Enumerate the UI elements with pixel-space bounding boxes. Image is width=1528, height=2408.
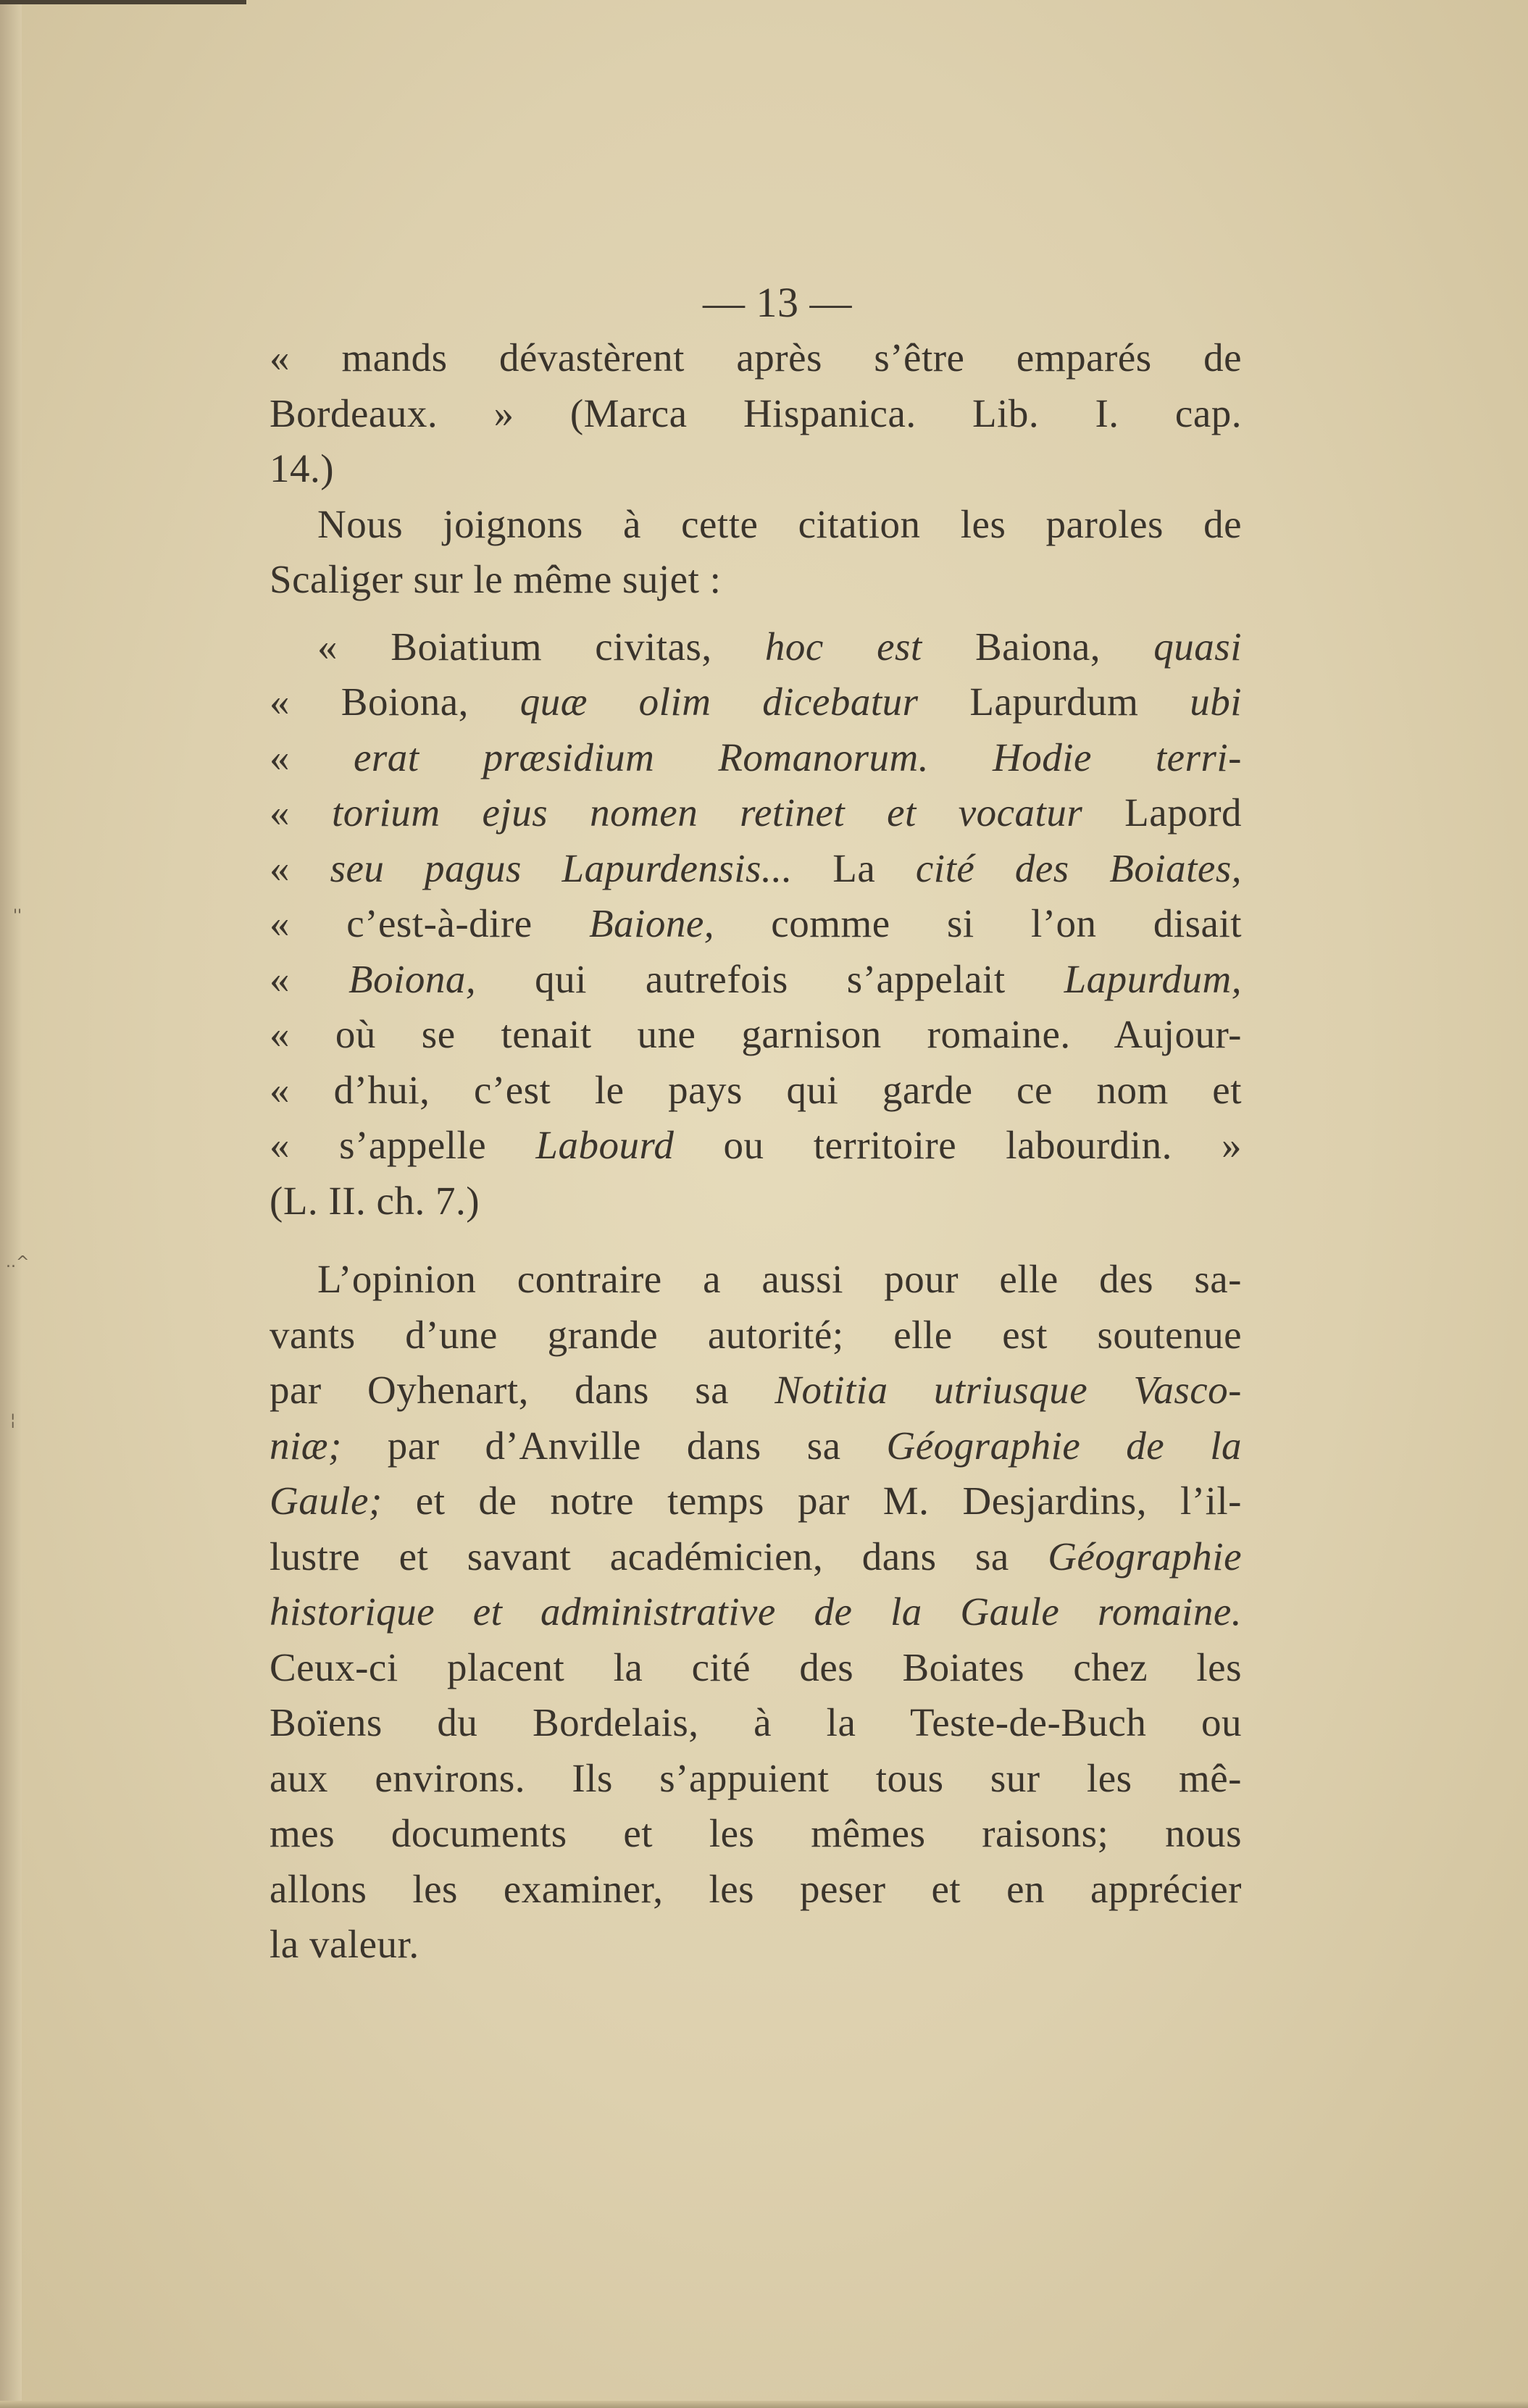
text-line: Nous joignons à cette citation les paroles de (317, 501, 1242, 546)
text-line: L’opinion contraire a aussi pour elle des sa- (317, 1257, 1242, 1301)
spacer (270, 608, 1242, 619)
quote-line: « Boiona, qui autrefois s’appelait Lapurdum, (270, 956, 1243, 1001)
text-line: « mands dévastèrent après s’être emparés de (270, 335, 1242, 380)
quote-line: « Boiatium civitas, hoc est Baiona, quasi (317, 624, 1242, 669)
quote-line: « où se tenait une garnison romaine. Aujour- (270, 1012, 1242, 1056)
page-top-edge (0, 0, 246, 4)
quote-line: « d’hui, c’est le pays qui garde ce nom et (270, 1067, 1242, 1112)
quote-line: « torium ejus nomen retinet et vocatur Lapord (270, 790, 1243, 835)
text-line: mes documents et les mêmes raisons; nous (270, 1811, 1242, 1855)
text-line: vants d’une grande autorité; elle est soutenue (270, 1312, 1242, 1357)
paragraph-contrary-opinion (270, 1252, 1242, 1973)
text-line: par Oyhenart, dans sa Notitia utriusque Vasco- (270, 1368, 1242, 1412)
spacer (270, 1229, 1242, 1252)
text-line: allons les examiner, les peser et en apprécier (270, 1866, 1242, 1911)
text-line: niæ; par d’Anville dans sa Géographie de la (270, 1423, 1242, 1468)
quote-line: « erat præsidium Romanorum. Hodie terri- (270, 735, 1242, 779)
page-text (270, 275, 1242, 1973)
scaliger-quotation (270, 619, 1242, 1229)
page-number: — 13 — (703, 279, 852, 326)
margin-mark: ¦ (10, 1411, 16, 1429)
quote-line: « seu pagus Lapurdensis... La cité des Boiates, (270, 845, 1242, 890)
quote-line: « c’est-à-dire Baione, comme si l’on disait (270, 901, 1243, 945)
text-line: aux environs. Ils s’appuient tous sur les mê- (270, 1755, 1242, 1800)
paragraph-intro-quote (270, 497, 1242, 608)
text-line: lustre et savant académicien, dans sa Géographie (270, 1534, 1242, 1579)
text-line: 14.) (270, 446, 335, 490)
margin-mark: '' (13, 907, 22, 925)
quote-line: « s’appelle Labourd ou territoire labourdin. » (270, 1123, 1243, 1167)
text-line: Ceux-ci placent la cité des Boiates chez les (270, 1644, 1242, 1689)
margin-mark: ..^ (6, 1253, 30, 1271)
page-bottom-edge (0, 2401, 1528, 2408)
text-line: Scaliger sur le même sujet : (270, 557, 722, 601)
paragraph-continuation (270, 330, 1242, 497)
text-line: Bordeaux. » (Marca Hispanica. Lib. I. cap. (270, 390, 1242, 435)
page-binding-edge (0, 0, 22, 2408)
text-line: la valeur. (270, 1922, 419, 1966)
text-line: Gaule; et de notre temps par M. Desjardins, l’il- (270, 1479, 1242, 1523)
quote-line: « Boiona, quæ olim dicebatur Lapurdum ubi (270, 680, 1242, 724)
quote-citation: (L. II. ch. 7.) (270, 1178, 480, 1223)
text-line: historique et administrative de la Gaule romaine. (270, 1589, 1242, 1634)
text-line: Boïens du Bordelais, à la Teste-de-Buch ou (270, 1700, 1242, 1744)
